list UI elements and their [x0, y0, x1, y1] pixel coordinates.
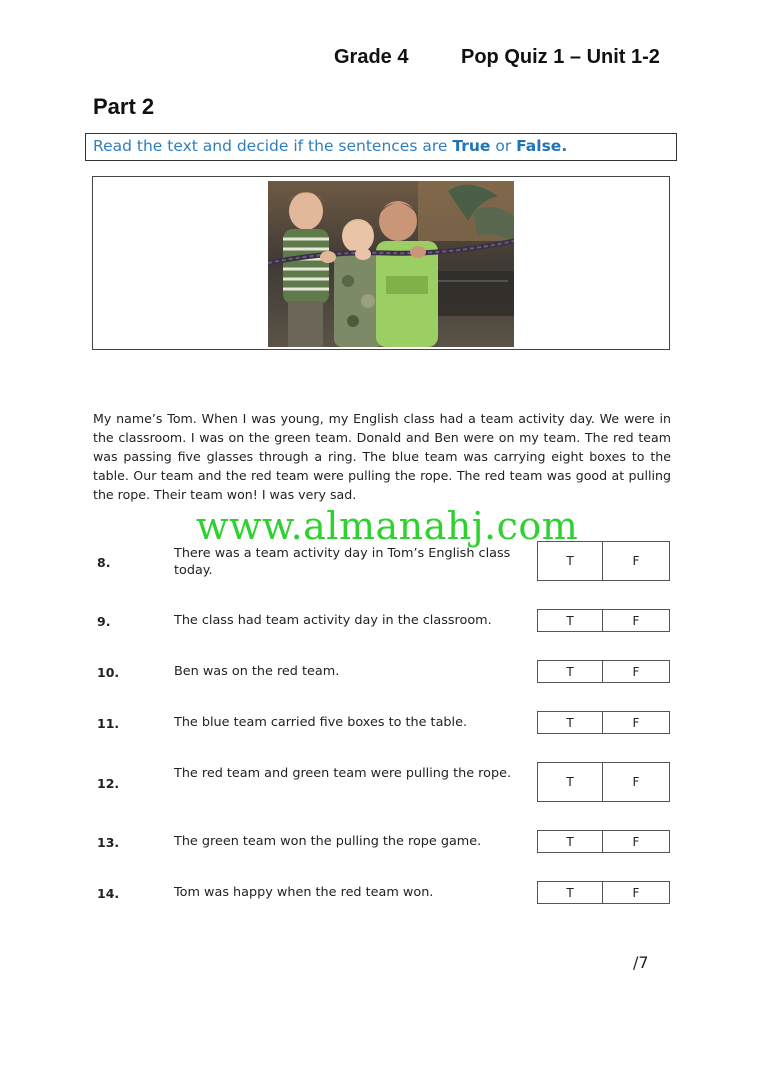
true-option[interactable]: T [538, 831, 603, 852]
question-number: 10. [97, 665, 120, 680]
part-title: Part 2 [93, 94, 155, 119]
question-text: Ben was on the red team. [174, 664, 340, 679]
false-option[interactable]: F [632, 885, 640, 900]
question-text: The red team and green team were pulling the rope. [174, 766, 512, 781]
question-number: 9. [97, 614, 111, 629]
false-option[interactable]: F [632, 613, 640, 628]
false-option[interactable]: F [632, 554, 640, 568]
question-number: 11. [97, 716, 120, 731]
true-false-box [537, 660, 670, 683]
true-option[interactable]: T [538, 542, 603, 580]
page-header [0, 46, 763, 72]
grade-label: Grade 4 [334, 46, 409, 68]
true-option[interactable]: T [538, 763, 603, 801]
instruction-prefix: Read the text and decide if the sentences are [93, 137, 453, 155]
instruction-false-word: False. [516, 137, 568, 155]
question-text: The blue team carried five boxes to the table. [174, 715, 468, 730]
instruction-middle: or [490, 137, 517, 155]
true-false-box [537, 762, 670, 802]
true-false-box [537, 881, 670, 904]
question-text: There was a team activity day in Tom’s English class today. [174, 546, 511, 578]
watermark-text: www.almanahj.com [196, 504, 579, 548]
instruction-box [85, 133, 677, 161]
score-label: /7 [633, 953, 649, 972]
false-option[interactable]: F [632, 715, 640, 730]
true-false-box [537, 830, 670, 853]
question-text: Tom was happy when the red team won. [174, 885, 434, 900]
reading-passage: My name’s Tom. When I was young, my English class had a team activity day. We were in the classroom. I was on the green team. Donald and Ben were on my team. The red team was passing five glasses through a ring. The blue team was carrying eight boxes to the table. Our team and the red team were pulling the rope. The red team was good at pulling the rope. Their team won! I was very sad. [93, 411, 671, 502]
question-number: 12. [97, 776, 120, 791]
false-option[interactable]: F [632, 775, 640, 789]
true-option[interactable]: T [538, 661, 603, 682]
question-number: 8. [97, 555, 111, 570]
true-option[interactable]: T [538, 712, 603, 733]
question-text: The class had team activity day in the classroom. [174, 613, 492, 628]
true-false-box [537, 541, 670, 581]
true-false-box [537, 609, 670, 632]
question-text: The green team won the pulling the rope game. [174, 834, 482, 849]
children-pulling-rope-photo [268, 181, 514, 347]
question-number: 14. [97, 886, 120, 901]
question-number: 13. [97, 835, 120, 850]
false-option[interactable]: F [632, 664, 640, 679]
instruction-true-word: True [452, 137, 491, 155]
true-false-box [537, 711, 670, 734]
true-option[interactable]: T [538, 610, 603, 631]
false-option[interactable]: F [632, 834, 640, 849]
true-option[interactable]: T [538, 882, 603, 903]
quiz-title: Pop Quiz 1 – Unit 1-2 [461, 46, 660, 68]
